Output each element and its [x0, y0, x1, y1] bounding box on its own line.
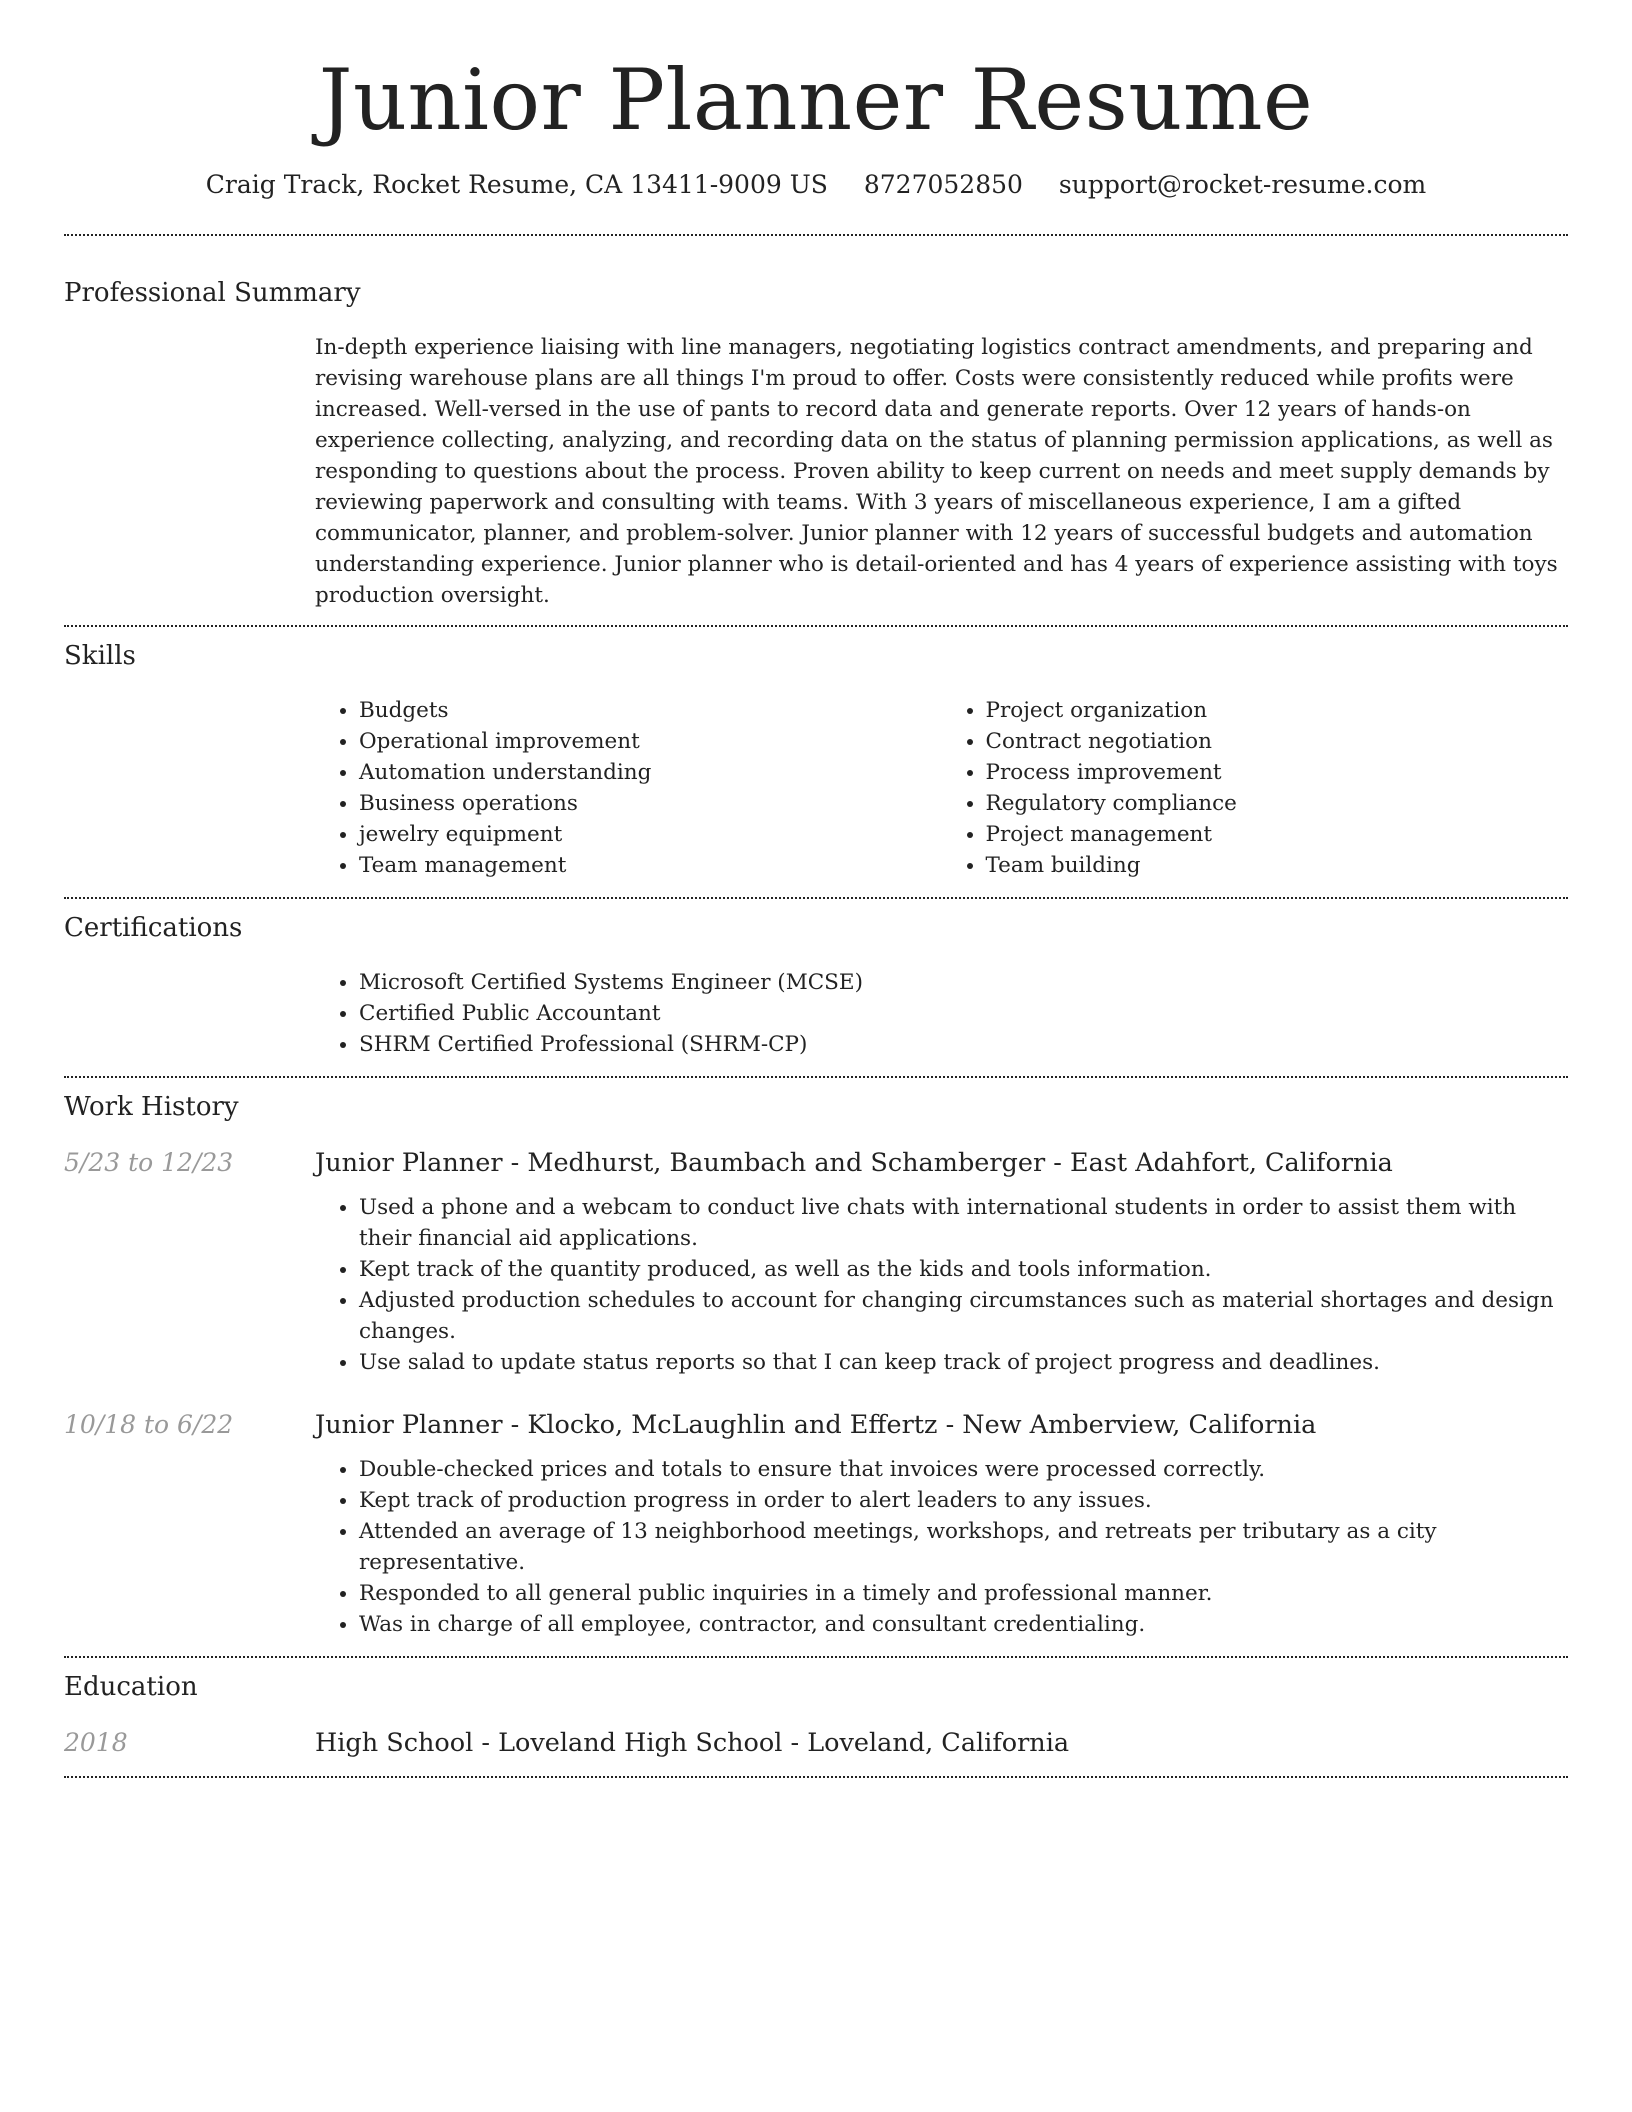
job-bullet-list	[315, 1192, 1568, 1378]
job-entry	[64, 1408, 1568, 1640]
skills-section	[64, 639, 1568, 881]
certifications-section	[64, 911, 1568, 1060]
list-item: • Used a phone and a webcam to conduct live chats with international students in order to assist them with their financial aid applications.	[359, 1192, 1568, 1254]
list-item: • Kept track of the quantity produced, as well as the kids and tools information.	[359, 1254, 1568, 1285]
list-item: • Attended an average of 13 neighborhood meetings, workshops, and retreats per tributary as a city representative.	[359, 1516, 1568, 1578]
job-dates: 5/23 to 12/23	[64, 1148, 234, 1177]
divider	[64, 1076, 1568, 1078]
list-item: • Double-checked prices and totals to ensure that invoices were processed correctly.	[359, 1454, 1568, 1485]
list-item: • Automation understanding	[359, 757, 942, 788]
list-item: • Operational improvement	[359, 726, 942, 757]
contact-address: Craig Track, Rocket Resume, CA 13411-9009 US	[205, 170, 828, 199]
skills-list-right	[942, 695, 1569, 881]
work-section	[64, 1090, 1568, 1640]
list-item: • SHRM Certified Professional (SHRM-CP)	[359, 1029, 1568, 1060]
summary-heading: Professional Summary	[64, 278, 361, 308]
list-item: • Project management	[986, 819, 1569, 850]
page-title: Junior Planner Resume	[318, 51, 1314, 149]
list-item: • Project organization	[986, 695, 1569, 726]
job-bullets	[315, 1192, 1568, 1378]
job-dates: 10/18 to 6/22	[64, 1410, 234, 1439]
list-item: • Team management	[359, 850, 942, 881]
list-item: • jewelry equipment	[359, 819, 942, 850]
certifications-list	[315, 967, 1568, 1060]
divider	[64, 1776, 1568, 1778]
list-item: • Responded to all general public inquiries in a timely and professional manner.	[359, 1578, 1568, 1609]
job-title: Junior Planner - Klocko, McLaughlin and Effertz - New Amberview, California	[315, 1410, 1317, 1440]
summary-section	[64, 276, 1568, 611]
job-header	[64, 1408, 1568, 1442]
list-item: • Contract negotiation	[986, 726, 1569, 757]
skills-heading: Skills	[64, 641, 136, 671]
job-header	[64, 1146, 1568, 1180]
job-entry	[64, 1146, 1568, 1378]
list-item: • Was in charge of all employee, contractor, and consultant credentialing.	[359, 1609, 1568, 1640]
list-item: • Business operations	[359, 788, 942, 819]
divider	[64, 234, 1568, 236]
education-year: 2018	[64, 1728, 128, 1757]
contact-line	[64, 168, 1568, 202]
work-heading: Work History	[64, 1092, 239, 1122]
job-title: Junior Planner - Medhurst, Baumbach and Schamberger - East Adahfort, California	[315, 1148, 1393, 1178]
list-item: • Team building	[986, 850, 1569, 881]
job-bullets	[315, 1454, 1568, 1640]
education-section	[64, 1670, 1568, 1760]
list-item: • Regulatory compliance	[986, 788, 1569, 819]
job-bullet-list	[315, 1454, 1568, 1640]
certifications-heading: Certifications	[64, 913, 243, 943]
list-item: • Budgets	[359, 695, 942, 726]
list-item: • Microsoft Certified Systems Engineer (MCSE)	[359, 967, 1568, 998]
education-heading: Education	[64, 1672, 198, 1702]
skills-grid	[315, 695, 1568, 881]
list-item: • Adjusted production schedules to account for changing circumstances such as material shortages and design changes.	[359, 1285, 1568, 1347]
contact-email: support@rocket-resume.com	[1058, 170, 1427, 199]
list-item: • Use salad to update status reports so that I can keep track of project progress and deadlines.	[359, 1347, 1568, 1378]
divider	[64, 625, 1568, 627]
education-entry	[64, 1726, 1568, 1760]
list-item: • Certified Public Accountant	[359, 998, 1568, 1029]
summary-text: In-depth experience liaising with line managers, negotiating logistics contract amendments, and preparing and revising warehouse plans are all things I'm proud to offer. Costs were consistently reduced while profits were increased. Well-versed in the use of pants to record data and generate reports. Over 12 years of hands-on experience collecting, analyzing, and recording data on the status of planning permission applications, as well as responding to questions about the process. Proven ability to keep current on needs and meet supply demands by reviewing paperwork and consulting with teams. With 3 years of miscellaneous experience, I am a gifted communicator, planner, and problem-solver. Junior planner with 12 years of successful budgets and automation understanding experience. Junior planner who is detail-oriented and has 4 years of experience assisting with toys production oversight.	[315, 335, 1558, 608]
education-title: High School - Loveland High School - Loveland, California	[315, 1728, 1070, 1758]
divider	[64, 897, 1568, 899]
list-item: • Kept track of production progress in order to alert leaders to any issues.	[359, 1485, 1568, 1516]
list-item: • Process improvement	[986, 757, 1569, 788]
skills-list-left	[315, 695, 942, 881]
contact-phone: 8727052850	[863, 170, 1023, 199]
certifications-body	[315, 967, 1568, 1060]
divider	[64, 1656, 1568, 1658]
